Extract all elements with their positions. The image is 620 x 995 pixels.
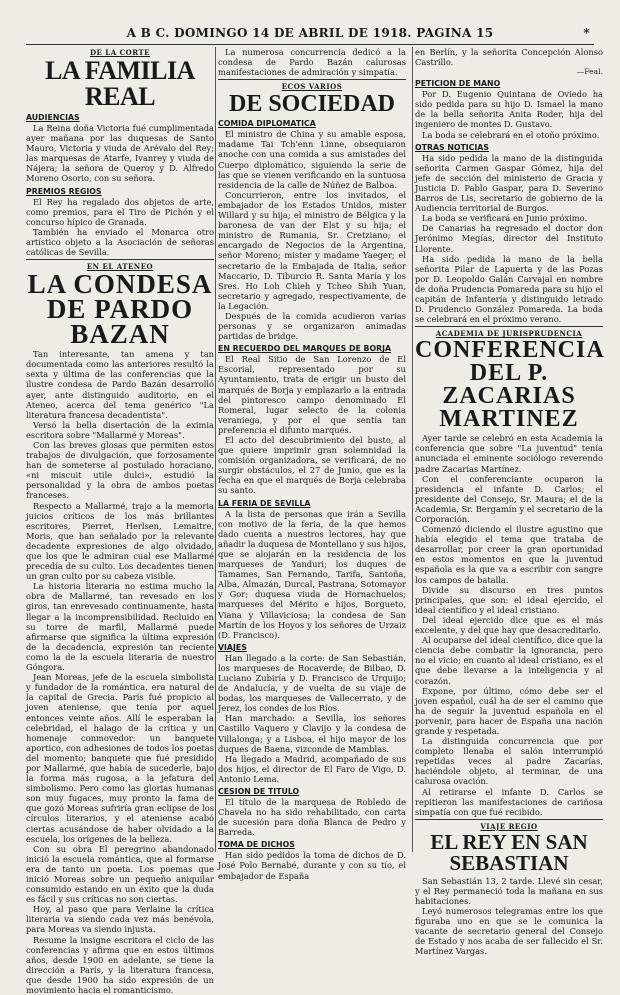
paragraph: El acto del descubrimiento del busto, al que quiere imprimir gran solemnidad la comisión organizadora, se verificará, de no surgir obstáculos, el 27 de Junio, que es la fecha en que el marqués de Borja celebraba su santo. bbox=[218, 435, 406, 496]
paragraph: Con el conferenciante ocuparon la presidencia el infante D. Carlos; el presidente del Consejo, Sr. Maura; el de la Academia, Sr. Bergamín y el secretario de la Corporación. bbox=[415, 473, 603, 524]
paragraph: Comenzó diciendo el ilustre agustino que había elegido el tema que trataba de desarrollar, por creer la gran oportunidad en estos momentos en que la juventud española es la que va a escribir con sangre los campos de batalla. bbox=[415, 524, 603, 585]
column-1 bbox=[26, 47, 215, 995]
paragraph: Al retirarse el infante D. Carlos se repitieron las manifestaciones de cariñosa simpatía con que fué recibido. bbox=[415, 786, 603, 817]
paragraph: El ministro de China y su amable esposa, madame Tai Tch'enn Linne, obsequiaron anoche con una comida a sus amistades del Cuerpo diplomático, siguiendo la serie de las que se vienen verificando en la suntuosa residencia de la calle de Núñez de Balboa. bbox=[218, 129, 406, 190]
paragraph: Versó la bella disertación de la eximia escritora sobre "Mallarmé y Moreas". bbox=[26, 419, 214, 440]
paragraph: La boda se verificará en Junio próximo. bbox=[422, 213, 588, 224]
section-comida-diplomatica: COMIDA DIPLOMATICA bbox=[218, 119, 316, 129]
dateline: A B C. DOMINGO 14 DE ABRIL DE 1918. PAGINA 15 bbox=[126, 26, 494, 40]
divider bbox=[415, 819, 603, 820]
paragraph: Al ocuparse del ideal científico, dice que la ciencia debe combatir la ignorancia, pero no el vicio; en cuanto al ideal cristiano, es el que debe llevarse a la inteligencia y al corazón. bbox=[415, 635, 603, 686]
paragraph: Han sido pedidos la toma de dichos de D. José Polo Bernabé, durante y con su tío, el embajador de España bbox=[218, 850, 406, 881]
paragraph: Divide su discurso en tres puntos principales, que son: el ideal ejercido, el ideal científico y el ideal cristiano. bbox=[415, 584, 603, 615]
paragraph: en Berlín, y la señorita Concepción Alonso Castrillo. bbox=[415, 47, 603, 68]
paragraph: Ayer tarde se celebró en esta Academia la conferencia que sobre "La juventud" tenía anunciada el eminente sociólogo reverendo padre Zacarías Martínez. bbox=[415, 433, 603, 474]
headline-rey-san-sebastian: EL REY EN SAN SEBASTIAN bbox=[430, 829, 588, 875]
section-audiencias: AUDIENCIAS bbox=[26, 113, 80, 122]
paragraph: Con las breves glosas que permiten estos trabajos de divulgación, que forzosamente han de someterse al postulado horaciano, «ni miscuit utile dulci», estudió la personalidad y la obra de ambos poetas franceses. bbox=[26, 439, 214, 501]
section-premios-regios: PREMIOS REGIOS bbox=[26, 186, 102, 196]
page-header bbox=[0, 26, 620, 44]
paragraph: Jean Moreas, jefe de la escuela simbolista y fundador de la romántica, era natural de la capital de Grecia. París fué propicio al joven ateniense, que tenía por aquel entonces veinte años. Allí le esperaban la celebridad, el halago de la crítica y un homenaje conmovedor: un banquete aportico, con adhesiones de todos los poetas del momento; banquete que fué presidido por Mallarmé, que había de sucederle, bajo la forma más rugosa, a la jefatura del simbolismo. Pero como las glorias humanas son muy fugaces, muy pronto la fama de que gozó Moreas sufriría gran eclipse de los círculos literarios, y el ateniense acabó ciertas acusándose de haber olvidado a la escuela, los orígenes de la belleza. bbox=[26, 672, 215, 844]
ornament-star: * bbox=[583, 26, 590, 40]
paragraph: Respecto a Mallarmé, trajo a la memoria juicios críticos de los más brillantes escritores, Pierret, Herlsen, Lemaitre, Moris, que han señalado por la relevante decadente expresiones de algo olvidado, que los que le admiran cual ese Mallarmé precedía de su culto. Los decadentes tienen un gran culto por su cabeza visible. bbox=[26, 500, 214, 582]
paragraph: Hoy, al paso que para Verlaine la crítica literaria va siendo cada vez más benévola, para Moreas va siendo injusta. bbox=[26, 904, 214, 935]
section-peticion-mano: PETICION DE MANO bbox=[415, 79, 501, 89]
kicker-viaje-regio: VIAJE REGIO bbox=[480, 821, 538, 831]
paragraph: La Reina doña Victoria fué cumplimentada ayer mañana por las duquesas de Santo Mauro, Victoria y viuda de Arévalo del Rey; las marquesas de Atarfe, Ivanrey y viuda de Nájera; la señora de Queroy y D. Alfredo Moreno Osorio, con su señora. bbox=[26, 123, 214, 184]
paragraph: San Sebastián 13, 2 tarde. Llevé sin cesar, y el Rey permaneció toda la mañana en sus habitaciones. bbox=[415, 875, 603, 906]
paragraph: Ha sido pedida la mano de la distinguida señorita Carmen Gaspar Gómez, hija del jefe de sección del ministerio de Gracia y Justicia D. Pablo Gaspar, para D. Severino Barros de Lis, secretario de gobierno de la Audiencia territorial de Burgos. bbox=[415, 152, 603, 214]
column-rule-2 bbox=[412, 47, 413, 852]
paragraph: Expone, por último, cómo debe ser el joven español, cuál ha de ser el camino que ha de seguir la juventud española en el porvenir, para hacer de España una nación grande y respetada. bbox=[415, 685, 603, 736]
divider bbox=[26, 259, 214, 260]
section-viajes: VIAJES bbox=[218, 642, 247, 652]
headline-de-sociedad: DE SOCIEDAD bbox=[228, 91, 396, 118]
paragraph: Ha sido pedida la mano de la bella señorita Pilar de Lapuerta y de las Pozas por D. Leopoldo Galán Carvajal en nombre de doña Prudencia Pomareda para su hijo el capitán de Infantería y distinguido letrado D. Prudencio González Pomareda. La boda se celebrará en el próximo verano. bbox=[415, 253, 603, 325]
paragraph: De Canarias ha regresado el doctor don Jerónimo Megías, director del Instituto Llorente. bbox=[415, 223, 603, 254]
column-2 bbox=[218, 47, 406, 881]
paragraph: Concurrieron, entre los invitados, el embajador de los Estados Unidos, mister Willard y su hija; el ministro de Bélgica y la baronesa de van der Elst y su hija; el ministro de Rumania, Sr. Cretziano; el encargado de Negocios de la Argentina, señor Moreno; mister y madame Yaeger; el secretario de la Embajada de Italia, señor Maccario, D. Tiburcio R. Santa María y los Sres. Ho Loh Chieh y Tcheo Shih Yuan, secretario y agregado, respectivamente, de la Legación. bbox=[218, 189, 406, 311]
section-feria-sevilla: LA FERIA DE SEVILLA bbox=[218, 498, 311, 508]
paragraph: La numerosa concurrencia dedicó a la condesa de Pardo Bazán calurosas manifestaciones de admiración y simpatía. bbox=[218, 47, 406, 78]
header-rule bbox=[26, 44, 594, 45]
kicker-ecos-varios: ECOS VARIOS bbox=[281, 82, 343, 92]
paragraph: A la lista de personas que irán a Sevilla con motivo de la feria, de la que hemos dado cuenta a nuestros lectores, hay que añadir la duquesa de Montellano y sus hijos, que se alojarán en la residencia de los marqueses de Yanduri; los duques de Tamames, San Fernando, Tarifa, Santoña, Alba, Almazán, Durcal, Pastrana, Sotomayor y Gor; duquesa viuda de Hornachuelos; marqueses del Mérito e hijos, Borgueto, Viana y Villaviciosa; la condesa de San Martín de los Hoyos y los señores de Urzaiz (D. Francisco). bbox=[218, 508, 406, 640]
paragraph: El título de la marquesa de Robledo de Chavela no ha sido rehabilitado, con carta de sucesión para doña Blanca de Pedro y Barreda. bbox=[218, 797, 406, 838]
paragraph: La distinguida concurrencia que por completo llenaba el salón interrumpió repetidas veces al padre Zacarías, haciéndole objeto, al terminar, de una calurosa ovación. bbox=[415, 736, 603, 787]
paragraph: Del ideal ejercido dice que es el más excelente, y del que hay que desacreditarlo. bbox=[415, 614, 603, 636]
column-rule-1 bbox=[215, 47, 216, 852]
paragraph: La historia literaria no estima mucho la obra de Mallarmé, tan revesado en los giros, tan enrevesado continuamente, hasta llegar a la incomprensibilidad. Recluido en su torre de marfil, Mallarmé puede afirmarse que significa la última expresión de la decadencia, expresión tan reciente como la de la escuela literaria de nuestro Góngora. bbox=[26, 581, 214, 673]
section-toma-de-dichos: TOMA DE DICHOS bbox=[218, 840, 295, 850]
paragraph: Resume la insigne escritora el ciclo de las conferencias y afirma que en estos últimos años, desde 1900 en adelante, se tiene la dirección a París, y la literatura francesa, que desde 1900 ha sido expresión de un movimiento hacia el romanticismo. bbox=[26, 934, 214, 995]
paragraph: Por D. Eugenio Quintana de Oviedo ha sido pedida para su hijo D. Ismael la mano de la bella señorita Anita Roder, hija del ingeniero de montes D. Gustavo. bbox=[415, 89, 603, 130]
paragraph: La boda se celebrará en el otoño próximo. bbox=[422, 129, 600, 140]
paragraph: El Real Sitio de San Lorenzo de El Escorial, representado por su Ayuntamiento, trata de erigir un busto del marqués de Borja y emplazarlo a la entrada del pintoresco campo denominado El Romeral, lugar selecto de la colonia veraniega, y por el que sentía tan preferencia el difunto marqués. bbox=[218, 354, 406, 435]
divider bbox=[415, 326, 603, 327]
paragraph: El Rey ha regalado dos objetos de arte, como premios, para el Tiro de Pichón y el concurso hípico de Granada. bbox=[26, 196, 214, 227]
paragraph: Después de la comida acudieron varias personas y se organizaron animadas partidas de bridge. bbox=[218, 310, 406, 342]
paragraph: Leyó numerosos telegramas entre los que figuraba uno en que se le comunica la vacante de secretario general del Consejo de Estado y nos acaba de ser fallecido el Sr. Martínez Vargas. bbox=[415, 906, 603, 957]
paragraph: Con su obra El peregrino abandonado inició la escuela romántica, que al formarse era de tanto un poeta. Los poemas que inició Moreas sobre un pequeño aniquilar consumido estando en un éxito que la duda es fácil y sus críticas no son ciertas. bbox=[26, 843, 214, 905]
divider bbox=[218, 79, 406, 80]
paragraph: Ha llegado a Madrid, acompañado de sus dos hijos, el director de El Faro de Vigo, D. Antonio Lema. bbox=[218, 753, 406, 784]
section-otras-noticias: OTRAS NOTICIAS bbox=[415, 142, 489, 152]
kicker-academia-jurisprudencia: ACADEMIA DE JURISPRUDENCIA bbox=[435, 329, 583, 339]
section-cesion-titulo: CESION DE TITULO bbox=[218, 787, 300, 796]
kicker-en-el-ateneo: EN EL ATENEO bbox=[86, 262, 154, 272]
headline-conferencia-zacarias: CONFERENCIA DEL P. ZACARIAS MARTINEZ bbox=[415, 337, 605, 433]
kicker-de-la-corte: DE LA CORTE bbox=[89, 48, 151, 57]
section-recuerdo-marques-borja: EN RECUERDO DEL MARQUES DE BORJA bbox=[218, 344, 392, 354]
paragraph: También ha enviado el Monarca otro artístico objeto a la Asociación de señoras católicas de Sevilla. bbox=[26, 226, 214, 258]
paragraph: Han llegado a la corte: de San Sebastián, los marqueses de Rocaverde; de Bilbao, D. Luciano Zubiría y D. Francisco de Urquijo; de Andalucía, y de vuelta de su viaje de bodas, los marqueses de Vallecerrato, y de Jerez, los condes de los Ríos. bbox=[218, 652, 406, 714]
headline-familia-real: LA FAMILIA REAL bbox=[45, 56, 195, 111]
paragraph: Tan interesante, tan amena y tan documentada como las anteriores resultó la sexta y última de las conferencias que la ilustre condesa de Pardo Bazán desarrolló ayer, ante distinguido auditorio, en el Ateneo, acerca del tema genérico "La literatura francesa decadentista". bbox=[26, 349, 214, 420]
headline-condesa-pardo-bazan: LA CONDESA DE PARDO BAZAN bbox=[27, 269, 213, 350]
column-3 bbox=[415, 47, 605, 957]
signature-feal: —Feal. bbox=[576, 67, 603, 77]
paragraph: Han marchado: a Sevilla, los señores Castillo Vaquero y Clavijo y la condesa de Villalonga; y a Lisboa, el hijo mayor de los duques de Baena, vizconde de Mamblas. bbox=[218, 713, 406, 754]
